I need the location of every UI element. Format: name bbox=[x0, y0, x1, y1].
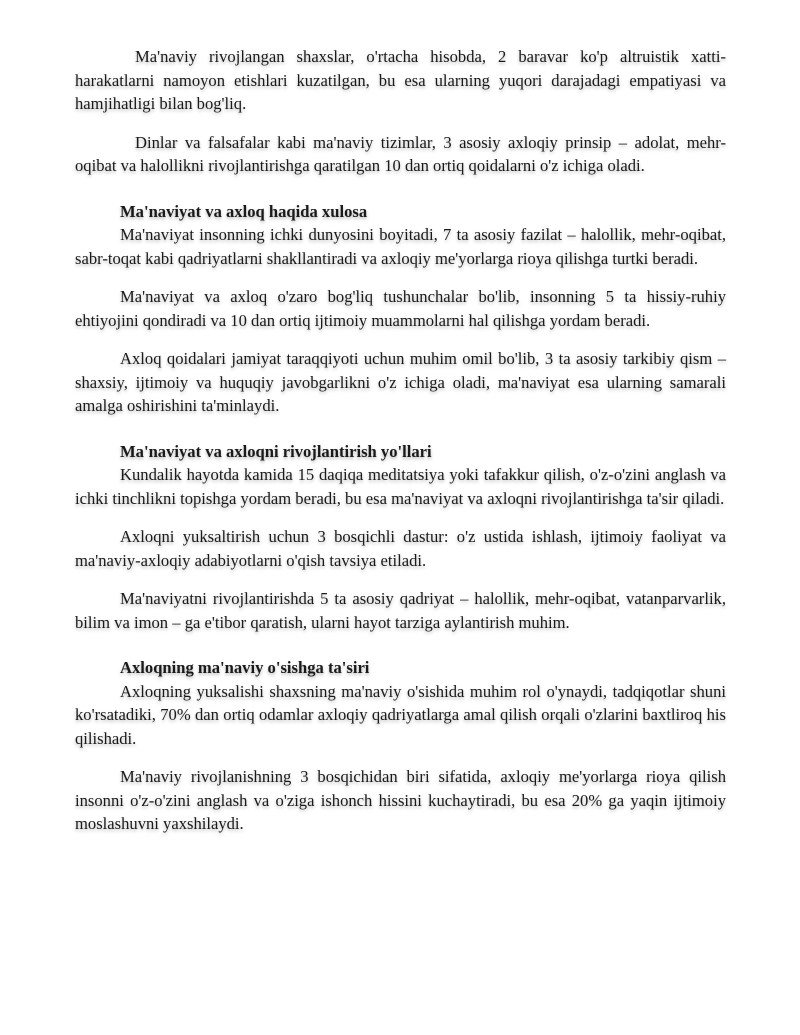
paragraph: Kundalik hayotda kamida 15 daqiqa meditatsiya yoki tafakkur qilish, o'z-o'zini anglash va ichki tinchlikni topishga yordam beradi, bu esa ma'naviyat va axloqni rivojlantirishga ta'sir qiladi. bbox=[75, 465, 726, 508]
section-heading-spiritual-growth: Axloqning ma'naviy o'sishga ta'siri bbox=[120, 658, 370, 677]
paragraph: Axloqning yuksalishi shaxsning ma'naviy o'sishida muhim rol o'ynaydi, tadqiqotlar shuni ko'rsatadiki, 70% dan ortiq odamlar axloqiy qadriyatlarga amal qilish orqali o'zlarini baxtliroq his qilishadi. bbox=[75, 681, 726, 748]
paragraph: Ma'naviyatni rivojlantirishda 5 ta asosiy qadriyat – halollik, mehr-oqibat, vatanparvarlik, bilim va imon – ga e'tibor qaratish, ularni hayot tarziga aylantirish muhim. bbox=[75, 589, 726, 632]
document-page bbox=[75, 45, 726, 836]
intro-paragraph-1: Ma'naviy rivojlangan shaxslar, o'rtacha hisobda, 2 baravar ko'p altruistik xatti-harakatlarni namoyon etishlari kuzatilgan, bu esa ularning yuqori darajadagi empatiyasi va hamjihatligi bilan bog'liq. bbox=[75, 47, 726, 113]
paragraph: Axloq qoidalari jamiyat taraqqiyoti uchun muhim omil bo'lib, 3 ta asosiy tarkibiy qism – shaxsiy, ijtimoiy va huquqiy javobgarlikni o'z ichiga oladi, ma'naviyat esa ularning samarali amalga oshirishini ta'minlaydi. bbox=[75, 349, 726, 415]
paragraph: Ma'naviy rivojlanishning 3 bosqichidan biri sifatida, axloqiy me'yorlarga rioya qilish insonni o'z-o'zini anglash va o'ziga ishonch hissini kuchaytiradi, bu esa 20% ga yaqin ijtimoiy moslashuvni yaxshilaydi. bbox=[75, 767, 726, 833]
section-heading-conclusion: Ma'naviyat va axloq haqida xulosa bbox=[120, 201, 368, 221]
paragraph: Ma'naviyat insonning ichki dunyosini boyitadi, 7 ta asosiy fazilat – halollik, mehr-oqibat, sabr-toqat kabi qadriyatlarni shakllantiradi va axloqiy me'yorlarga rioya qilishga turtki beradi. bbox=[75, 225, 726, 268]
paragraph: Axloqni yuksaltirish uchun 3 bosqichli dastur: o'z ustida ishlash, ijtimoiy faoliyat va ma'naviy-axloqiy adabiyotlarni o'qish tavsiya etiladi. bbox=[75, 527, 726, 570]
intro-paragraph-2: Dinlar va falsafalar kabi ma'naviy tizimlar, 3 asosiy axloqiy prinsip – adolat, mehr-oqibat va halollikni rivojlantirishga qaratilgan 10 dan ortiq qoidalarni o'z ichiga oladi. bbox=[75, 132, 726, 175]
section-heading-development-ways: Ma'naviyat va axloqni rivojlantirish yo'llari bbox=[120, 441, 432, 461]
paragraph: Ma'naviyat va axloq o'zaro bog'liq tushunchalar bo'lib, insonning 5 ta hissiy-ruhiy ehtiyojini qondiradi va 10 dan ortiq ijtimoiy muammolarni hal qilishga yordam beradi. bbox=[75, 287, 726, 330]
